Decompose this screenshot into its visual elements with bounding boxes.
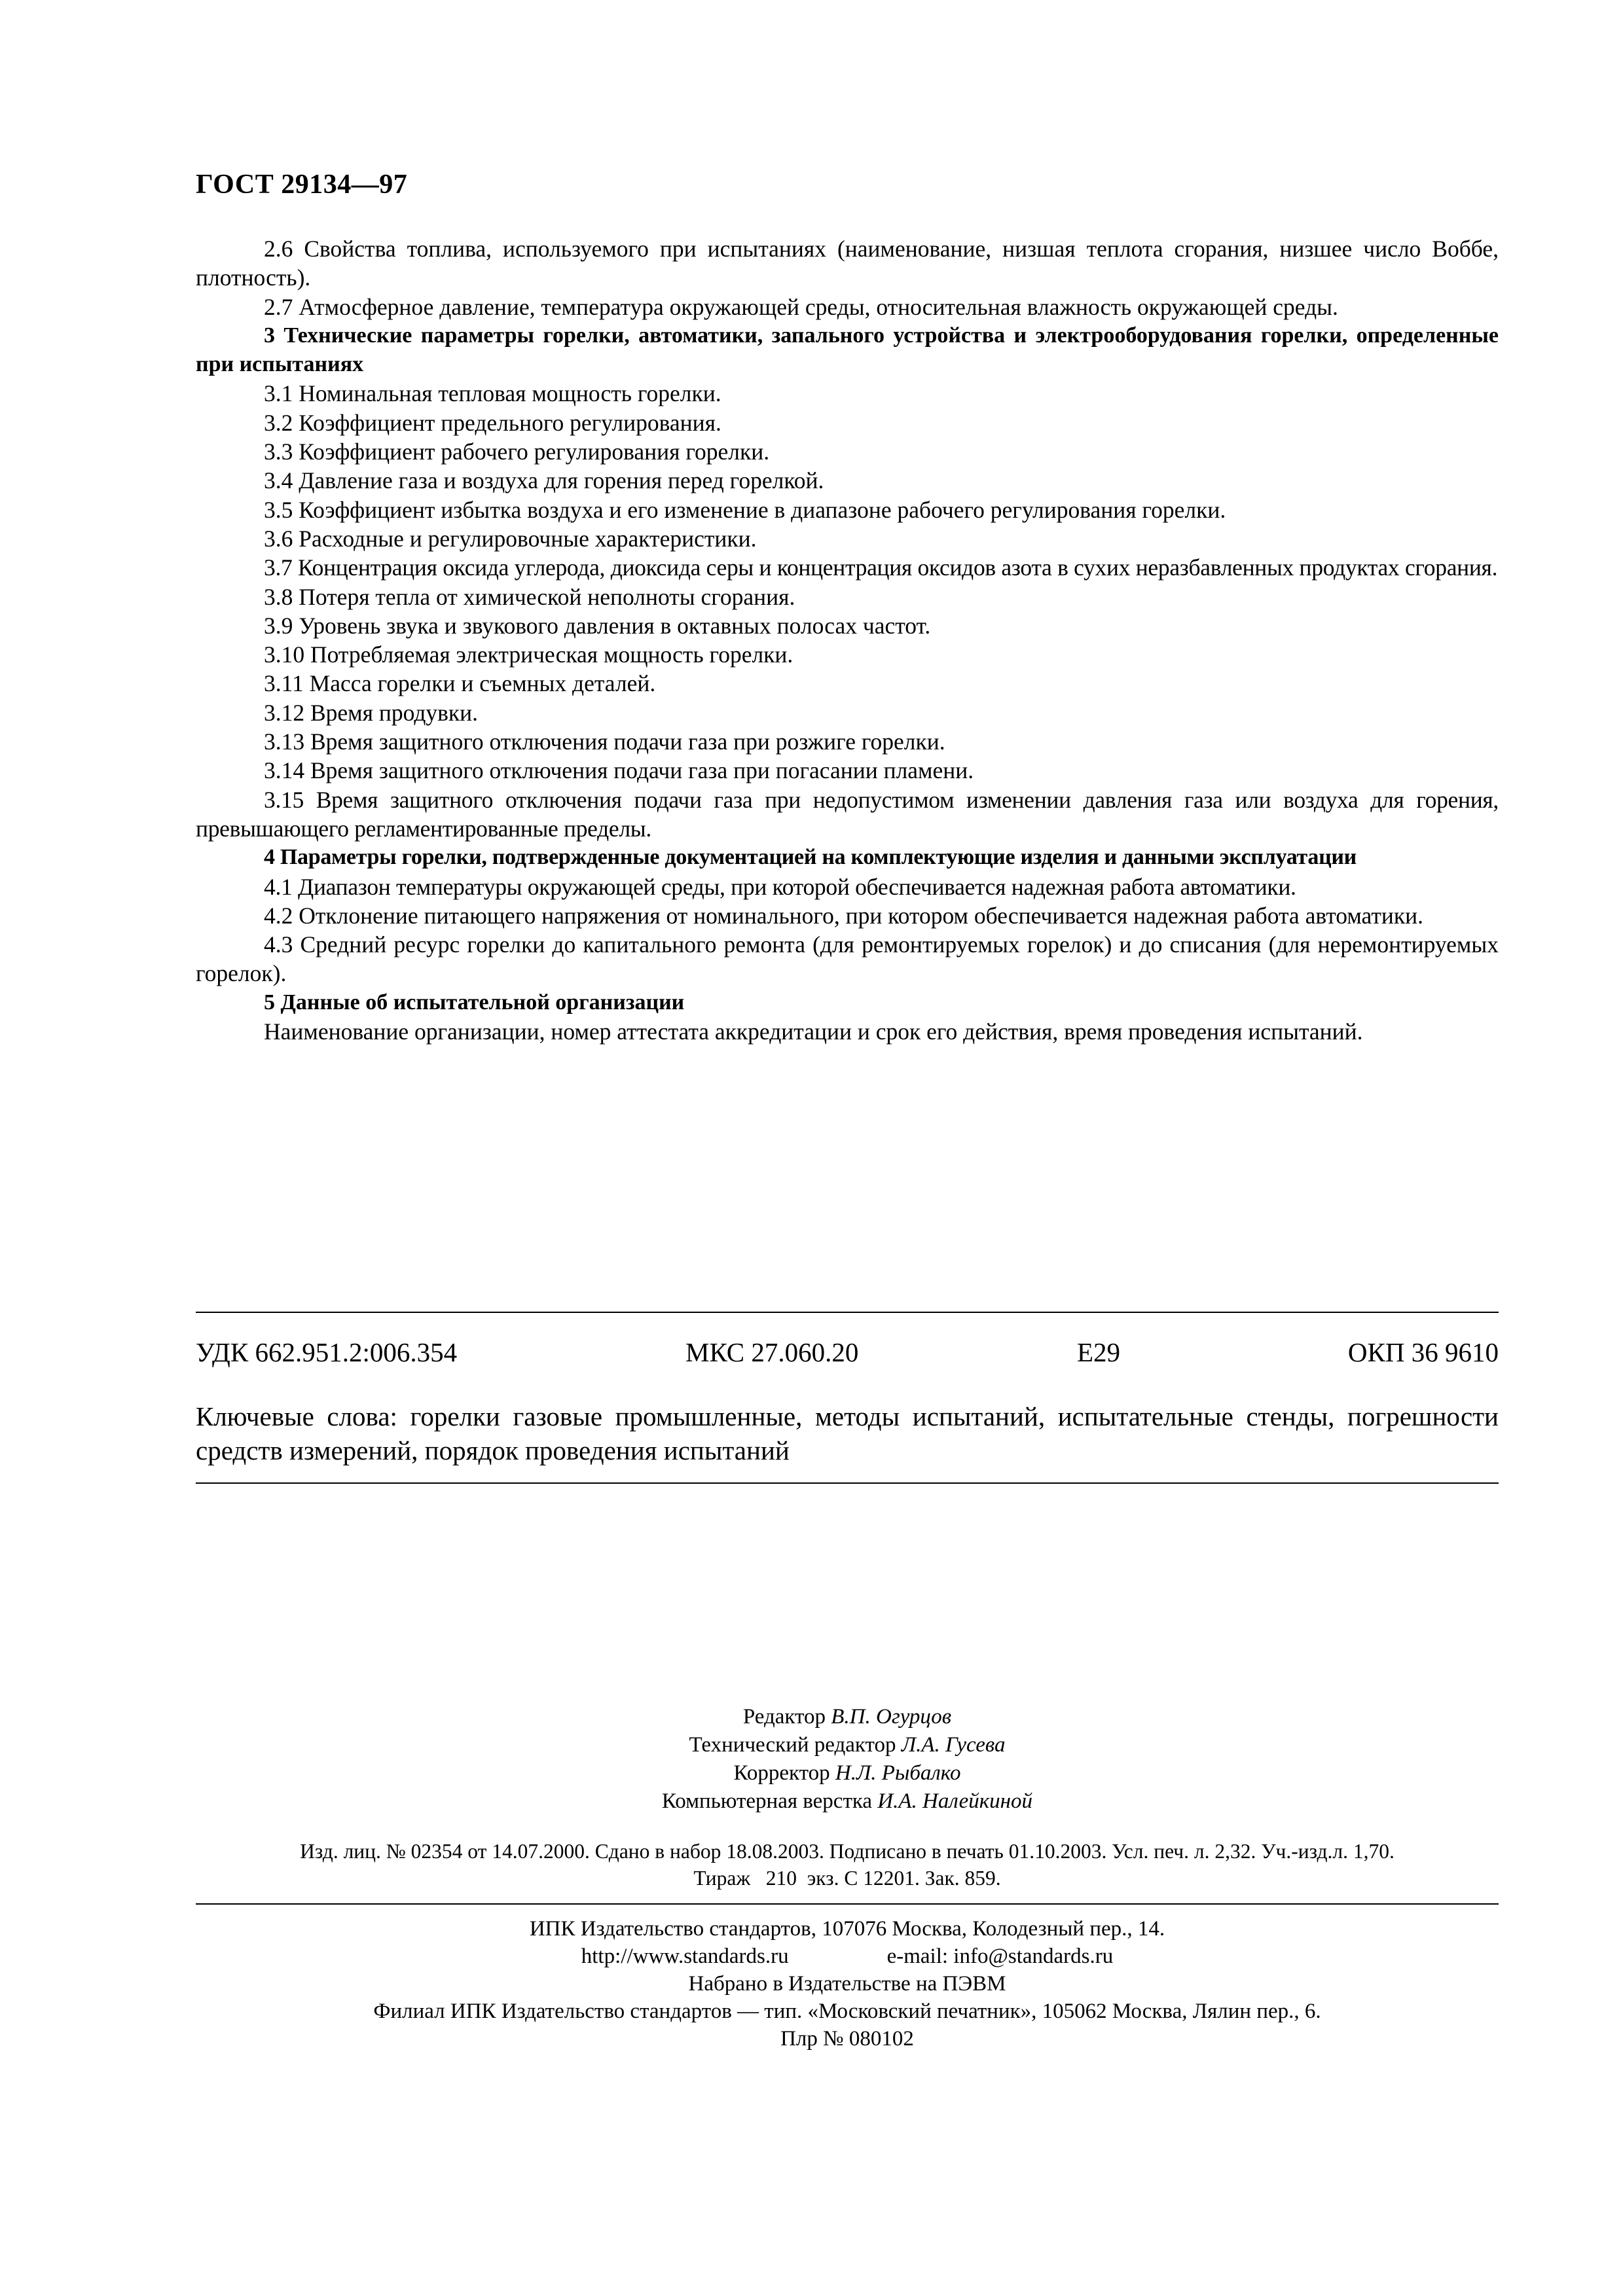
paragraph-4-3: 4.3 Средний ресурс горелки до капитального ремонта (для ремонтируемых горелок) и до списания (для неремонтируемых горелок).	[196, 931, 1499, 987]
keywords-text: Ключевые слова: горелки газовые промышленные, методы испытаний, испытательные стенды, погрешности средств измерений, порядок проведения испытаний	[196, 1401, 1499, 1465]
paragraph-3-5: 3.5 Коэффициент избытка воздуха и его изменение в диапазоне рабочего регулирования горелки.	[264, 496, 1226, 523]
credits-block	[196, 1703, 1499, 1816]
credit-name: Н.Л. Рыбалко	[835, 1761, 961, 1785]
udk-code: УДК 662.951.2:006.354	[196, 1337, 458, 1367]
page-header: ГОСТ 29134—97	[196, 170, 408, 200]
paragraph-3-13: 3.13 Время защитного отключения подачи газа при розжиге горелки.	[264, 728, 945, 755]
section-heading-5: 5 Данные об испытательной организации	[264, 990, 685, 1014]
imprint-divider	[196, 1903, 1499, 1905]
section-heading-3: 3 Технические параметры горелки, автоматики, запального устройства и электрооборудования горелки, определенные при испытаниях	[196, 323, 1499, 377]
paragraph-3-9: 3.9 Уровень звука и звукового давления в октавных полосах частот.	[264, 612, 931, 639]
classification-row	[196, 1336, 1499, 1368]
paragraph-3-8: 3.8 Потеря тепла от химической неполноты сгорания.	[264, 583, 795, 610]
credit-tech-editor	[196, 1731, 1499, 1759]
paragraph-3-14: 3.14 Время защитного отключения подачи газа при погасании пламени.	[264, 757, 974, 784]
credit-role: Технический редактор	[689, 1733, 896, 1757]
top-divider	[196, 1312, 1499, 1313]
credit-name: В.П. Огурцов	[831, 1705, 952, 1729]
website-link[interactable]: http://www.standards.ru	[581, 1945, 789, 1968]
publisher-block	[196, 1915, 1499, 2053]
publisher-contacts	[196, 1943, 1499, 1970]
credit-role: Редактор	[742, 1705, 826, 1729]
paragraph-3-6: 3.6 Расходные и регулировочные характеристики.	[264, 525, 757, 552]
paragraph-2-7: 2.7 Атмосферное давление, температура окружающей среды, относительная влажность окружающей среды.	[264, 293, 1338, 320]
group-code: Е29	[1077, 1337, 1121, 1367]
credit-editor	[196, 1703, 1499, 1731]
credit-role: Корректор	[733, 1761, 830, 1785]
paragraph-3-2: 3.2 Коэффициент предельного регулирования.	[264, 409, 721, 436]
document-body	[196, 234, 1499, 1046]
keywords-divider	[196, 1482, 1499, 1484]
paragraph-3-4: 3.4 Давление газа и воздуха для горения перед горелкой.	[264, 467, 824, 494]
printer-branch: Филиал ИПК Издательство стандартов — тип. «Московский печатник», 105062 Москва, Лялин пер., 6.	[373, 2000, 1321, 2023]
credit-name: Л.А. Гусева	[901, 1733, 1006, 1757]
publisher-address: ИПК Издательство стандартов, 107076 Москва, Колодезный пер., 14.	[529, 1917, 1165, 1941]
credit-layout	[196, 1787, 1499, 1816]
paragraph-2-6: 2.6 Свойства топлива, используемого при испытаниях (наименование, низшая теплота сгорания, низшее число Воббе, плотность).	[196, 236, 1499, 291]
keywords-block	[196, 1399, 1499, 1467]
paragraph-4-2: 4.2 Отклонение питающего напряжения от номинального, при котором обеспечивается надежная работа автоматики.	[264, 902, 1424, 929]
imprint-line-2: Тираж 210 экз. С 12201. Зак. 859.	[693, 1867, 1001, 1890]
paragraph-3-10: 3.10 Потребляемая электрическая мощность горелки.	[264, 641, 793, 668]
imprint-block	[196, 1838, 1499, 1892]
typeset-note: Набрано в Издательстве на ПЭВМ	[688, 1972, 1006, 1996]
email-link[interactable]: e-mail: info@standards.ru	[886, 1945, 1114, 1968]
mks-code: МКС 27.060.20	[685, 1337, 859, 1367]
credit-proofreader	[196, 1759, 1499, 1787]
paragraph-5-text: Наименование организации, номер аттестата аккредитации и срок его действия, время проведения испытаний.	[264, 1018, 1363, 1045]
section-heading-4: 4 Параметры горелки, подтвержденные документацией на комплектующие изделия и данными эксплуатации	[264, 845, 1357, 870]
credit-name: И.А. Налейкиной	[877, 1789, 1033, 1813]
paragraph-3-12: 3.12 Время продувки.	[264, 699, 479, 726]
paragraph-3-15: 3.15 Время защитного отключения подачи газа при недопустимом изменении давления газа или воздуха для горения, превышающего регламентированные пределы.	[196, 786, 1499, 842]
imprint-line-1: Изд. лиц. № 02354 от 14.07.2000. Сдано в набор 18.08.2003. Подписано в печать 01.10.2003. Усл. печ. л. 2,32. Уч.-изд.л. 1,70.	[300, 1840, 1395, 1863]
paragraph-3-7: 3.7 Концентрация оксида углерода, диоксида серы и концентрация оксидов азота в сухих неразбавленных продуктах сгорания.	[264, 554, 1498, 581]
paragraph-3-3: 3.3 Коэффициент рабочего регулирования горелки.	[264, 439, 770, 465]
plr-number: Плр № 080102	[780, 2027, 914, 2051]
paragraph-4-1: 4.1 Диапазон температуры окружающей среды, при которой обеспечивается надежная работа автоматики.	[264, 873, 1296, 900]
paragraph-3-1: 3.1 Номинальная тепловая мощность горелки.	[264, 380, 721, 407]
credit-role: Компьютерная верстка	[661, 1789, 873, 1813]
okp-code: ОКП 36 9610	[1347, 1337, 1499, 1367]
paragraph-3-11: 3.11 Масса горелки и съемных деталей.	[264, 670, 656, 697]
